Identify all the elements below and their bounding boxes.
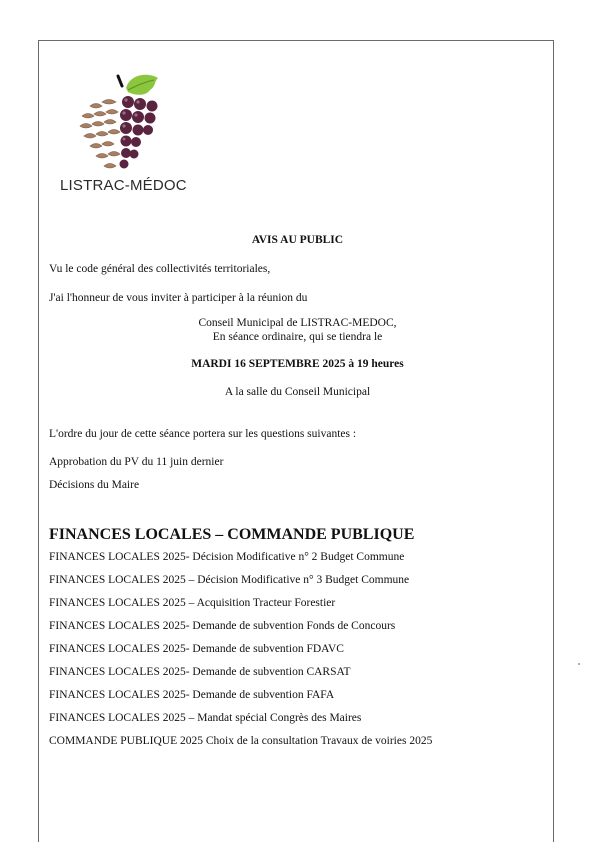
council-line-2: En séance ordinaire, qui se tiendra le (212, 331, 383, 343)
council-line-1: Conseil Municipal de LISTRAC-MEDOC, (198, 317, 397, 329)
agenda-item: COMMANDE PUBLIQUE 2025 Choix de la consultation Travaux de voiries 2025 (49, 735, 433, 747)
grape-pinecone-logo-icon (70, 72, 170, 176)
agenda-item: FINANCES LOCALES 2025 – Acquisition Tracteur Forestier (49, 597, 336, 609)
agenda-item: FINANCES LOCALES 2025- Demande de subvention FDAVC (49, 643, 344, 655)
agenda-item: FINANCES LOCALES 2025 – Décision Modificative n° 3 Budget Commune (49, 574, 410, 586)
agenda-pre-item: Décisions du Maire (49, 479, 140, 491)
agenda-item: FINANCES LOCALES 2025- Demande de subvention FAFA (49, 689, 335, 701)
agenda-item: FINANCES LOCALES 2025- Demande de subvention Fonds de Concours (49, 620, 396, 632)
intro-line-1: Vu le code général des collectivités territoriales, (49, 263, 271, 275)
section-title: FINANCES LOCALES – COMMANDE PUBLIQUE (49, 526, 415, 543)
agenda-item: FINANCES LOCALES 2025- Demande de subvention CARSAT (49, 666, 351, 678)
agenda-pre-item: Approbation du PV du 11 juin dernier (49, 456, 224, 468)
scan-speck (578, 663, 580, 665)
agenda-intro: L'ordre du jour de cette séance portera sur les questions suivantes : (49, 428, 357, 440)
agenda-item: FINANCES LOCALES 2025 – Mandat spécial Congrès des Maires (49, 712, 362, 724)
agenda-item: FINANCES LOCALES 2025- Décision Modificative n° 2 Budget Commune (49, 551, 405, 563)
intro-line-2: J'ai l'honneur de vous inviter à participer à la réunion du (49, 292, 308, 304)
meeting-date: MARDI 16 SEPTEMBRE 2025 à 19 heures (191, 358, 404, 370)
logo-wordmark: LISTRAC-MÉDOC (60, 177, 187, 194)
notice-title: AVIS AU PUBLIC (251, 234, 344, 246)
meeting-place: A la salle du Conseil Municipal (224, 386, 371, 398)
